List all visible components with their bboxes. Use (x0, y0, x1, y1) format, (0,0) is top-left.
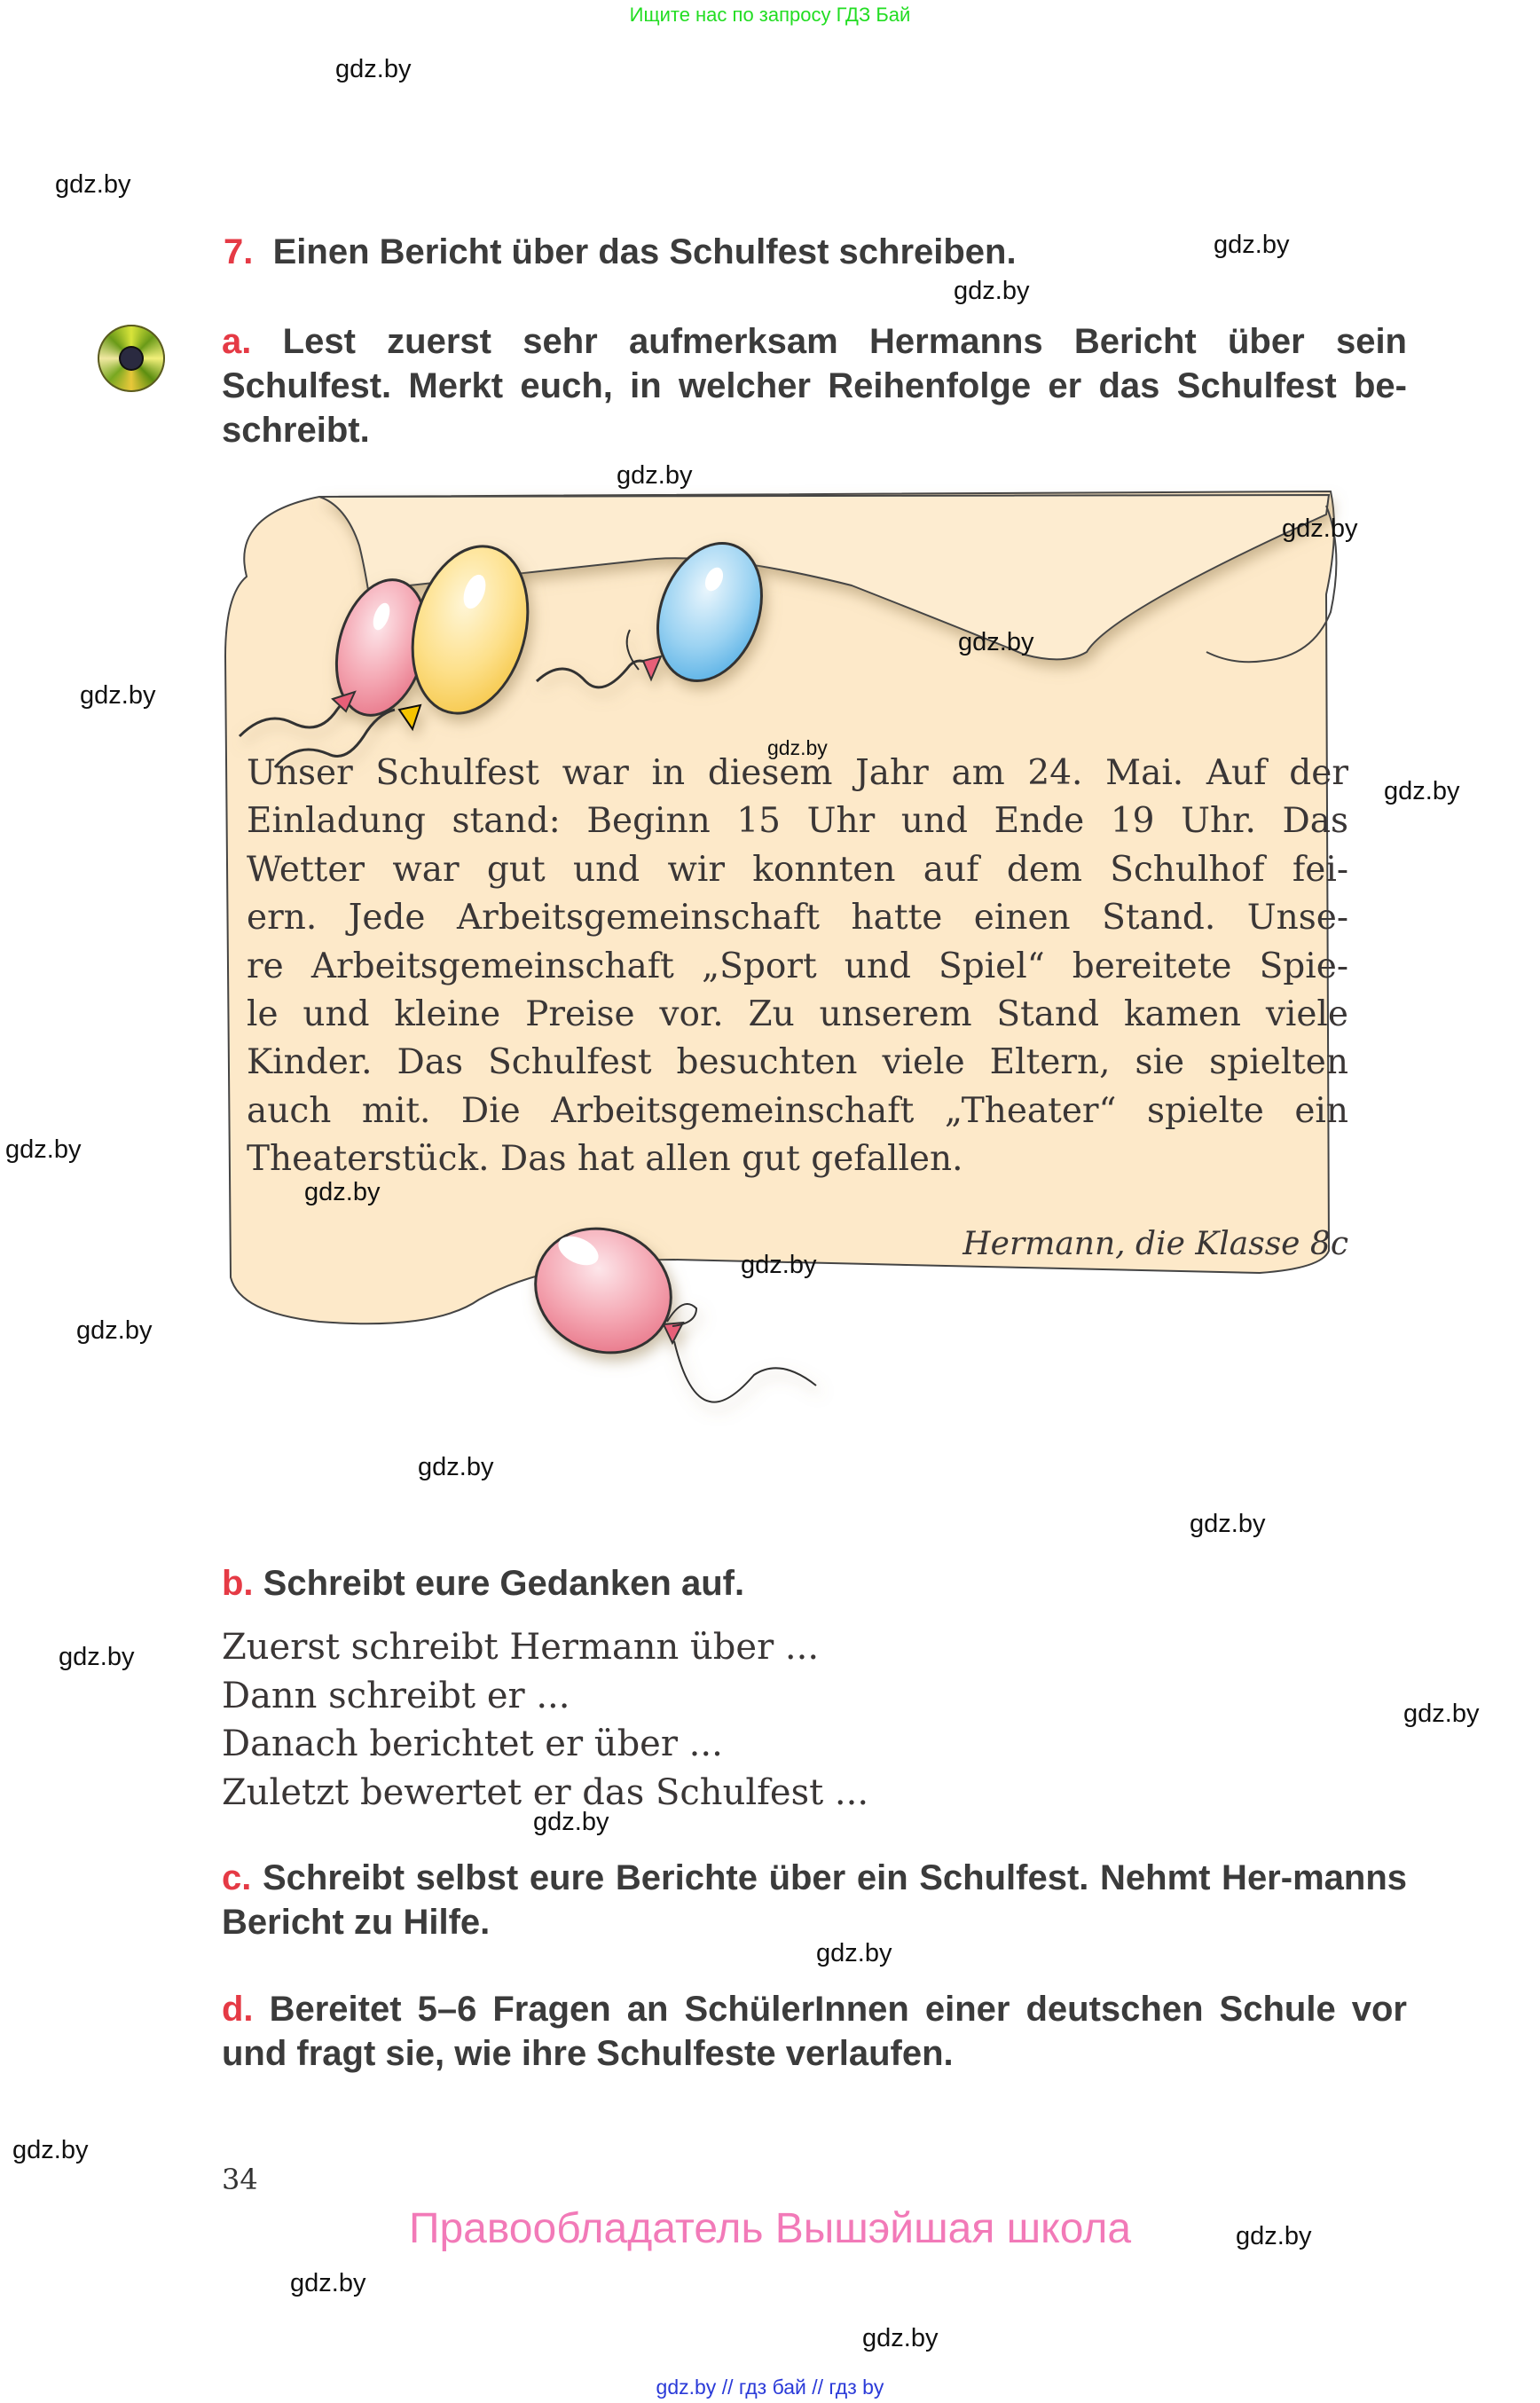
watermark: gdz.by (533, 1808, 609, 1836)
report-signature: Hermann, die Klasse 8c (962, 1226, 1348, 1262)
footer-links[interactable]: gdz.by // гдз бай // гдз by (656, 2376, 884, 2399)
prompt-line: Dann schreibt er ... (222, 1675, 570, 1716)
watermark: gdz.by (76, 1316, 153, 1345)
task-heading (224, 232, 1017, 272)
report-line: Theaterstück. Das hat allen gut gefallen. (247, 1139, 963, 1180)
search-banner: Ищите нас по запросу ГДЗ Бай (629, 4, 911, 26)
watermark: gdz.by (304, 1178, 381, 1206)
report-line: Kinder. Das Schulfest besuchten viele Eltern, sie spielten (247, 1042, 1348, 1083)
watermark: gdz.by (1282, 514, 1358, 543)
watermark: gdz.by (5, 1135, 82, 1164)
report-line: re Arbeitsgemeinschaft „Sport und Spiel“ bereitete Spie- (247, 946, 1348, 986)
subtask-c (222, 1856, 1407, 1944)
task-number: 7. (224, 232, 254, 271)
copyright-notice: Правообладатель Вышэйшая школа (408, 2205, 1132, 2252)
watermark: gdz.by (954, 277, 1030, 305)
subtask-b-label: b. (222, 1564, 254, 1603)
watermark: gdz.by (767, 736, 828, 759)
report-line: Einladung stand: Beginn 15 Uhr und Ende 19 Uhr. Das (247, 801, 1348, 842)
watermark: gdz.by (1214, 231, 1290, 259)
subtask-d-label: d. (222, 1990, 254, 2029)
task-title: Einen Bericht über das Schulfest schreiben. (272, 232, 1017, 271)
prompt-line: Zuletzt bewertet er das Schulfest ... (222, 1771, 869, 1813)
watermark: gdz.by (335, 55, 412, 83)
cd-disc-icon[interactable] (98, 325, 165, 392)
prompt-line: Danach berichtet er über ... (222, 1724, 723, 1764)
watermark: gdz.by (1236, 2222, 1312, 2250)
watermark: gdz.by (80, 681, 156, 710)
subtask-a (222, 319, 1407, 452)
watermark: gdz.by (617, 461, 693, 490)
report-line: auch mit. Die Arbeitsgemeinschaft „Theater“ spielte ein (247, 1090, 1348, 1131)
subtask-b-text: Schreibt eure Gedanken auf. (263, 1564, 745, 1603)
subtask-c-text: Schreibt selbst eure Berichte über ein Schulfest. Nehmt Her-manns Bericht zu Hilfe. (222, 1858, 1407, 1942)
sentence-starters (222, 1623, 868, 1817)
watermark: gdz.by (290, 2269, 366, 2297)
report-line: Wetter war gut und wir konnten auf dem Schulhof fei- (247, 849, 1348, 890)
watermark: gdz.by (418, 1453, 494, 1481)
report-line: le und kleine Preise vor. Zu unserem Stand kamen viele (247, 994, 1348, 1035)
prompt-line: Zuerst schreibt Hermann über ... (222, 1627, 820, 1668)
subtask-a-text: Lest zuerst sehr aufmerksam Hermanns Bericht über sein Schulfest. Merkt euch, in welcher Reihenfolge er das Schulfest be-schreibt. (222, 322, 1407, 450)
watermark: gdz.by (59, 1643, 135, 1671)
report-line: Unser Schulfest war in diesem Jahr am 24. Mai. Auf der (247, 753, 1348, 793)
subtask-b (222, 1561, 1407, 1606)
subtask-d (222, 1987, 1407, 2076)
watermark: gdz.by (12, 2136, 89, 2164)
watermark: gdz.by (1403, 1700, 1480, 1728)
page-number: 34 (222, 2163, 258, 2196)
watermark: gdz.by (958, 628, 1034, 656)
watermark: gdz.by (1384, 777, 1460, 805)
subtask-a-label: a. (222, 322, 252, 361)
watermark: gdz.by (1190, 1510, 1266, 1538)
watermark: gdz.by (816, 1939, 892, 1967)
watermark: gdz.by (55, 170, 131, 199)
report-line: ern. Jede Arbeitsgemeinschaft hatte einen Stand. Unse- (247, 898, 1348, 938)
subtask-c-label: c. (222, 1858, 252, 1897)
watermark: gdz.by (741, 1251, 817, 1279)
subtask-d-text: Bereitet 5–6 Fragen an SchülerInnen einer deutschen Schule vor und fragt sie, wie ihre Schulfeste verlaufen. (222, 1990, 1407, 2073)
watermark: gdz.by (862, 2324, 939, 2352)
report-text (247, 750, 1348, 1184)
